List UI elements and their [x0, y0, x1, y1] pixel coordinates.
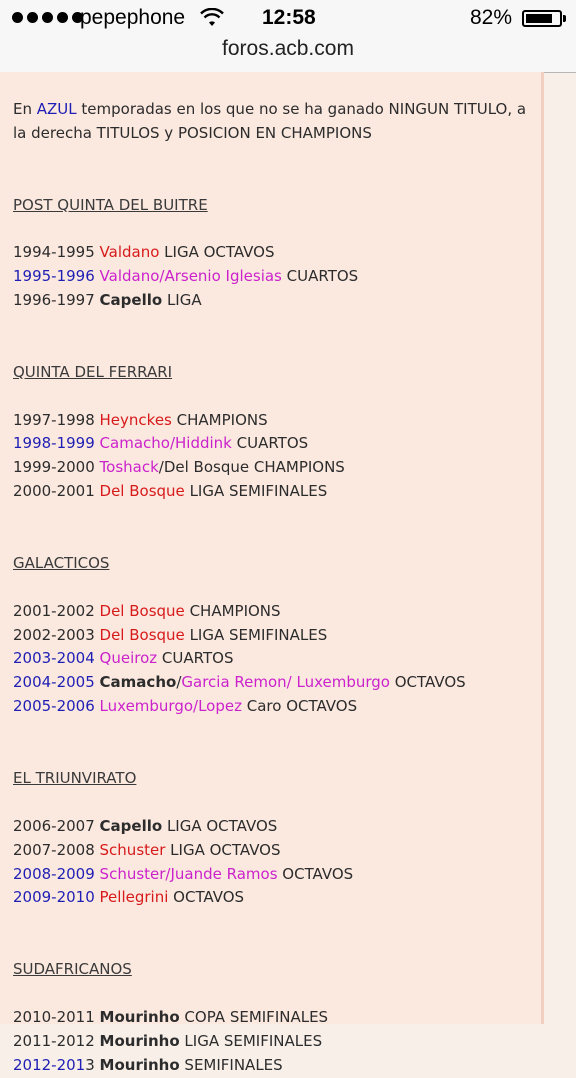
signal-strength-icon — [12, 12, 83, 23]
section-heading: SUDAFRICANOS — [13, 960, 132, 979]
text-segment: CHAMPIONS — [171, 410, 268, 429]
post-body — [13, 98, 526, 1078]
season-row — [13, 1054, 526, 1078]
text-segment: OCTAVOS — [168, 888, 245, 907]
season-row — [13, 600, 526, 624]
text-segment: Luxemburgo/Lopez — [99, 697, 242, 716]
text-segment: 1997-1998 — [13, 410, 100, 429]
text-segment: 2005-2006 — [13, 697, 95, 716]
battery-percentage: 82% — [470, 6, 513, 29]
text-segment: 2002-2003 — [13, 625, 100, 644]
season-row — [13, 456, 526, 480]
text-segment: 2010-2011 — [13, 1007, 100, 1026]
text-segment: LIGA OCTAVOS — [162, 816, 278, 835]
text-segment: CUARTOS — [231, 434, 309, 453]
text-segment: Mourinho — [99, 1007, 180, 1026]
section-heading: GALACTICOS — [13, 553, 110, 572]
text-segment: OCTAVOS — [389, 673, 466, 692]
text-segment: LIGA SEMIFINALES — [179, 1031, 323, 1050]
text-segment: 2000-2001 — [13, 482, 100, 501]
status-bar — [0, 0, 576, 36]
text-segment: AZUL — [36, 100, 77, 118]
battery-tip — [563, 15, 566, 22]
season-row — [13, 1030, 526, 1054]
wifi-icon — [200, 8, 224, 28]
text-segment: Mourinho — [99, 1055, 180, 1074]
text-segment: 2004-2005 — [13, 673, 95, 692]
text-segment: 1998-1999 — [13, 434, 95, 453]
battery-icon — [522, 10, 562, 27]
season-row — [13, 265, 526, 289]
text-segment: Camacho/Hiddink — [99, 434, 232, 453]
text-segment: 3 — [85, 1055, 100, 1074]
text-segment: Caro OCTAVOS — [241, 697, 358, 716]
season-row — [13, 1006, 526, 1030]
text-segment: 1996-1997 — [13, 291, 100, 310]
text-segment: la derecha TITULOS y POSICION EN CHAMPIONS — [13, 123, 372, 142]
text-segment: 2012-201 — [13, 1055, 86, 1074]
text-segment: Heynckes — [99, 410, 172, 429]
season-row — [13, 839, 526, 863]
text-segment: 1994-1995 — [13, 243, 100, 262]
season-row — [13, 815, 526, 839]
text-segment: CHAMPIONS — [184, 601, 281, 620]
text-segment: COPA SEMIFINALES — [179, 1007, 329, 1026]
text-segment: LIGA OCTAVOS — [165, 840, 281, 859]
intro-line — [13, 122, 526, 146]
season-row — [13, 671, 526, 695]
forum-post — [0, 72, 544, 1074]
text-segment: 1999-2000 — [13, 458, 100, 477]
season-row — [13, 695, 526, 719]
text-segment: Capello — [99, 816, 163, 835]
season-row — [13, 289, 526, 313]
season-row — [13, 863, 526, 887]
text-segment: 2011-2012 — [13, 1031, 100, 1050]
text-segment: 1995-1996 — [13, 267, 95, 286]
season-row — [13, 886, 526, 910]
intro-line — [13, 98, 526, 122]
text-segment: Valdano/Arsenio Iglesias — [99, 267, 282, 286]
text-segment: Schuster/Juande Ramos — [99, 864, 278, 883]
text-segment: Toshack — [99, 458, 159, 477]
text-segment: temporadas en los que no se ha ganado NINGUN TITULO, a — [76, 100, 527, 118]
season-row — [13, 480, 526, 504]
text-segment: 2008-2009 — [13, 864, 95, 883]
text-segment: Capello — [99, 291, 163, 310]
text-segment: Valdano — [99, 243, 160, 262]
section-heading: POST QUINTA DEL BUITRE — [13, 195, 208, 214]
text-segment: CUARTOS — [157, 649, 234, 668]
text-segment: / — [176, 673, 182, 692]
text-segment: Del Bosque — [99, 601, 185, 620]
text-segment: Schuster — [99, 840, 166, 859]
carrier-name: pepephone — [80, 6, 186, 29]
text-segment: Pellegrini — [99, 888, 169, 907]
season-row — [13, 647, 526, 671]
text-segment: Mourinho — [99, 1031, 180, 1050]
text-segment: Queiroz — [99, 649, 158, 668]
text-segment: En — [13, 100, 37, 118]
text-segment: Del Bosque — [99, 482, 185, 501]
text-segment: 2009-2010 — [13, 888, 95, 907]
address-bar[interactable] — [0, 36, 576, 73]
season-row — [13, 432, 526, 456]
section-heading: QUINTA DEL FERRARI — [13, 362, 173, 381]
text-segment: SEMIFINALES — [179, 1055, 283, 1074]
text-segment: 2001-2002 — [13, 601, 100, 620]
text-segment: LIGA OCTAVOS — [159, 243, 275, 262]
text-segment: 2003-2004 — [13, 649, 95, 668]
text-segment: LIGA — [162, 291, 202, 310]
season-row — [13, 624, 526, 648]
text-segment: CUARTOS — [281, 267, 359, 286]
text-segment: 2007-2008 — [13, 840, 100, 859]
text-segment: Camacho — [99, 673, 177, 692]
section-heading: EL TRIUNVIRATO — [13, 768, 137, 787]
text-segment: Del Bosque — [99, 625, 185, 644]
text-segment: LIGA SEMIFINALES — [184, 625, 328, 644]
clock: 12:58 — [262, 6, 316, 29]
text-segment: 2006-2007 — [13, 816, 100, 835]
text-segment: OCTAVOS — [277, 864, 354, 883]
url-text[interactable]: foros.acb.com — [222, 37, 354, 60]
text-segment: Garcia Remon/ Luxemburgo — [181, 673, 390, 692]
season-row — [13, 241, 526, 265]
text-segment: /Del Bosque CHAMPIONS — [158, 458, 345, 477]
season-row — [13, 409, 526, 433]
text-segment: LIGA SEMIFINALES — [184, 482, 328, 501]
